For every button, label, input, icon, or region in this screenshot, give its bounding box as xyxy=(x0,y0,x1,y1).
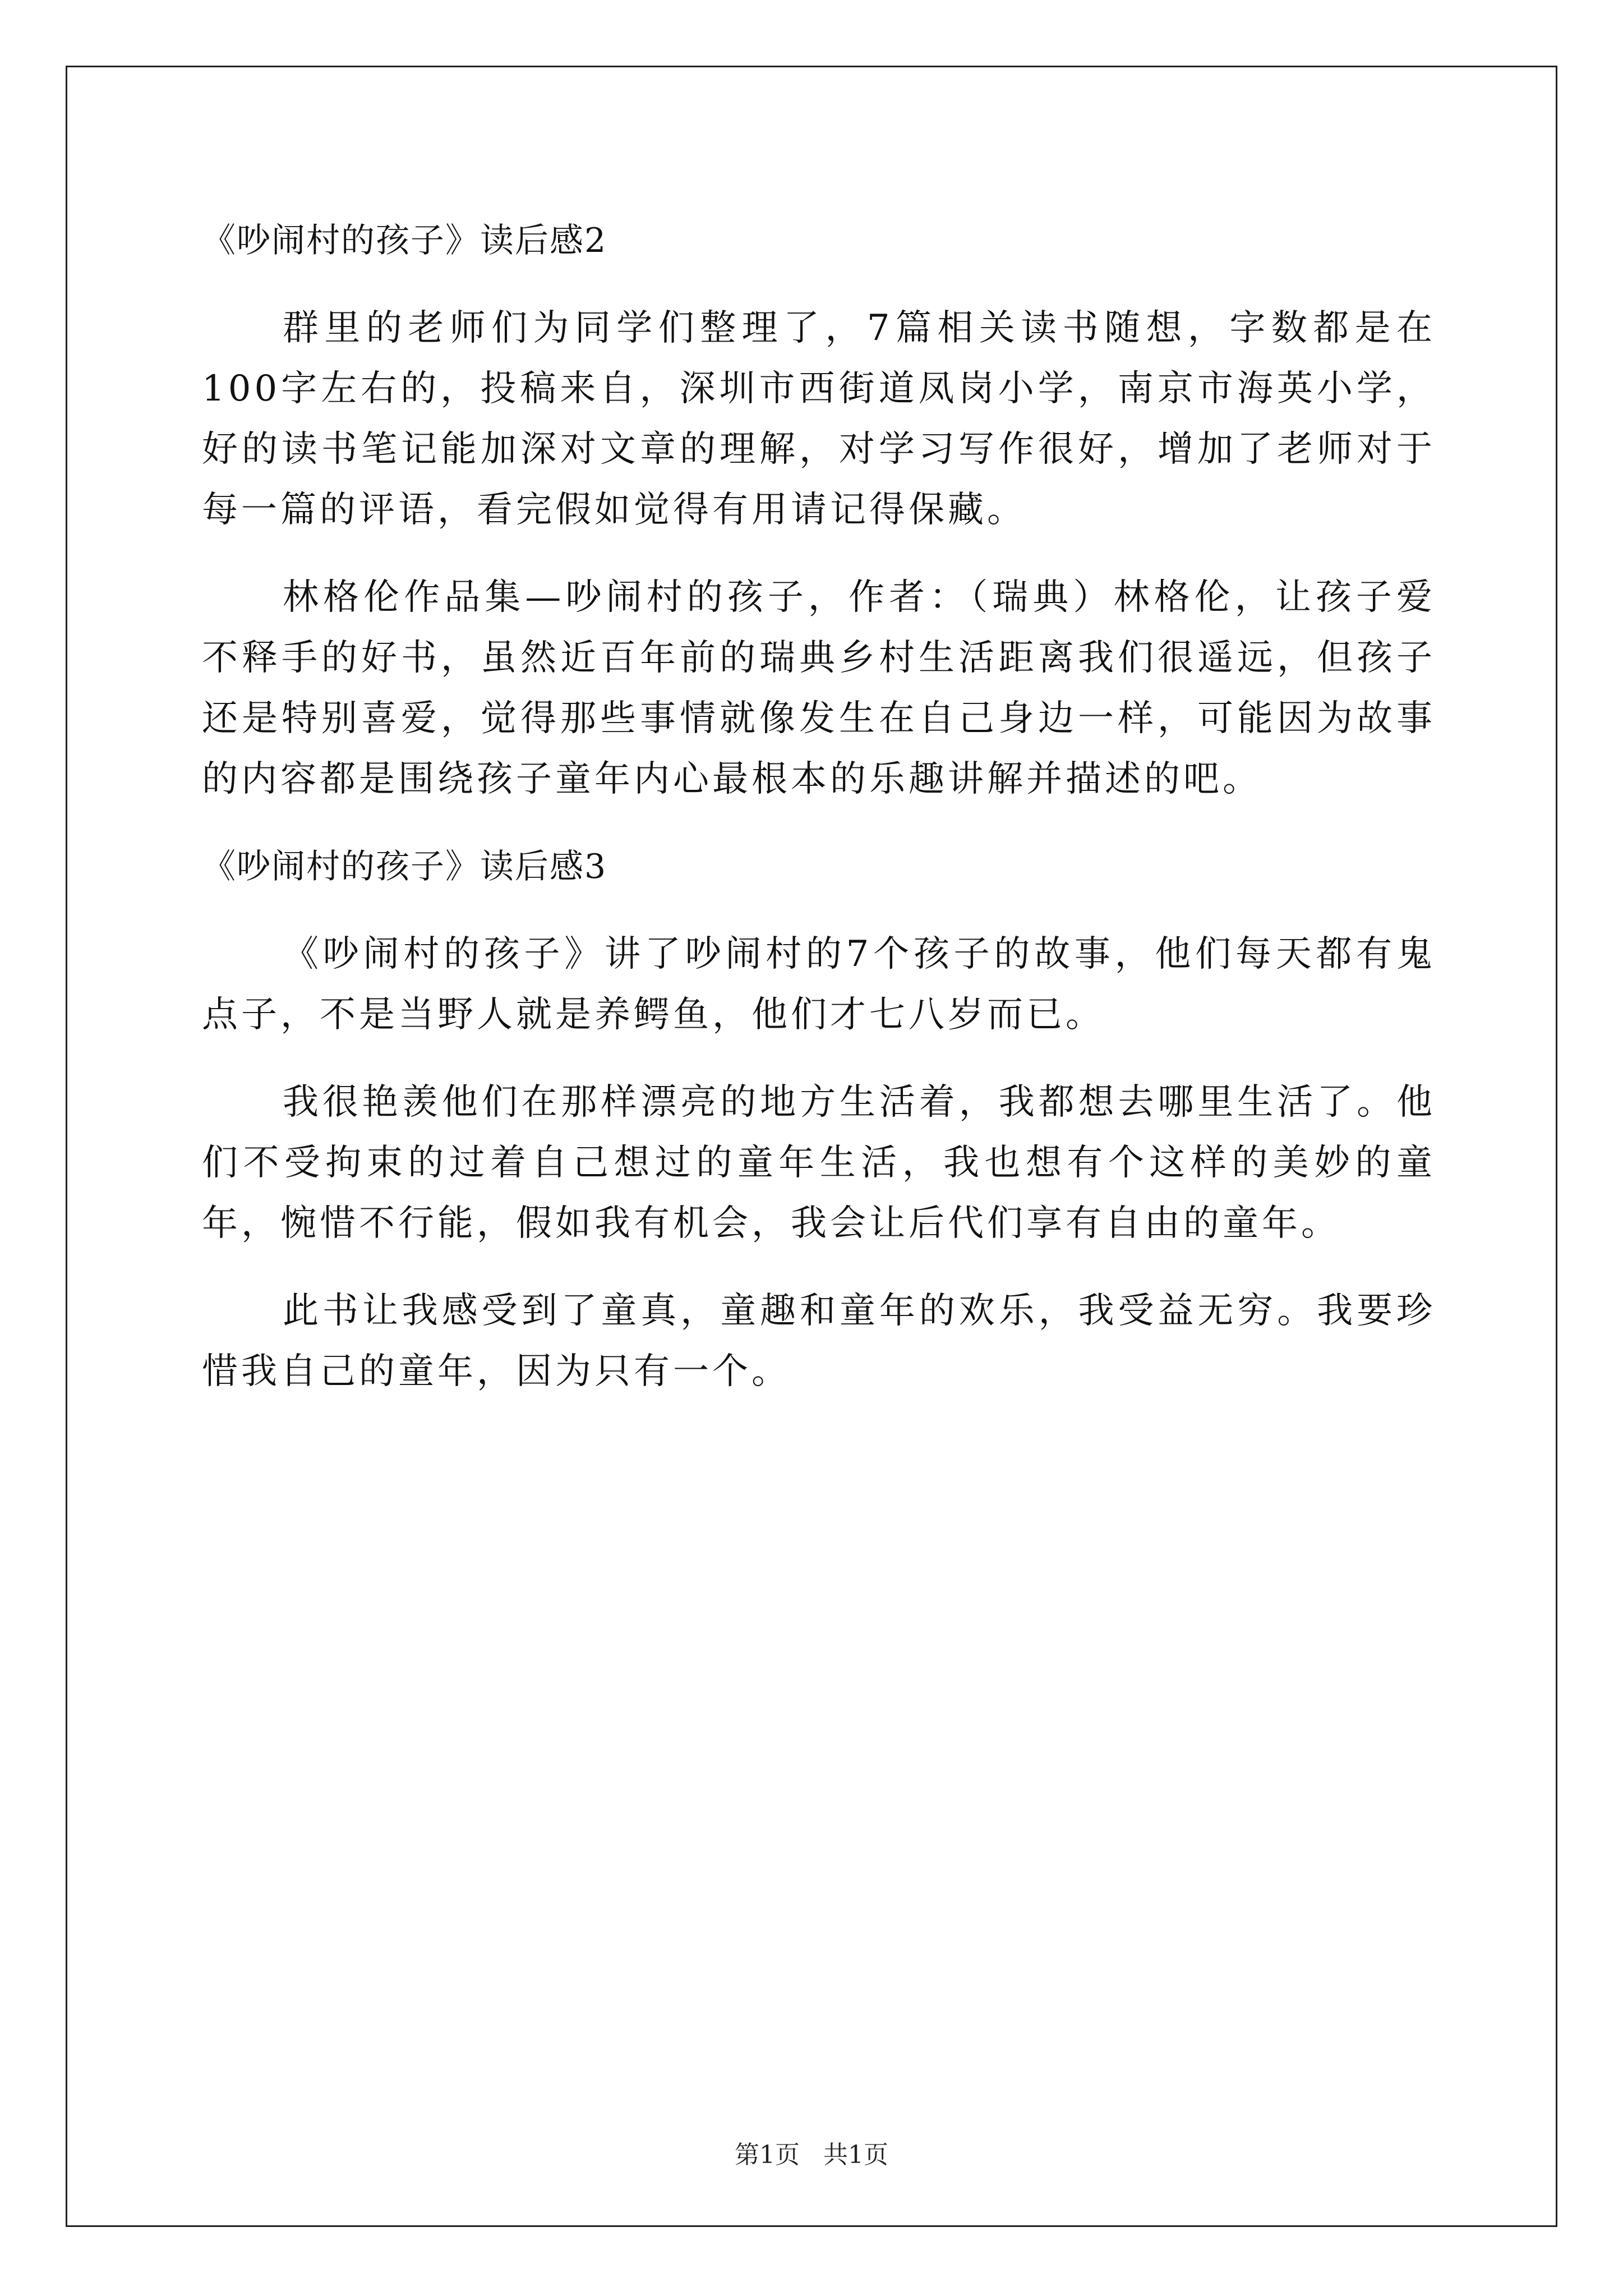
section-heading: 《吵闹村的孩子》读后感2 xyxy=(202,221,607,260)
paragraph: 此书让我感受到了童真，童趣和童年的欢乐，我受益无穷。我要珍惜我自己的童年，因为只有一个。 xyxy=(202,1290,1436,1392)
page-number-footer: 第1页 共1页 xyxy=(735,2141,888,2169)
paragraph: 《吵闹村的孩子》讲了吵闹村的7个孩子的故事，他们每天都有鬼点子，不是当野人就是养鳄鱼，他们才七八岁而已。 xyxy=(202,933,1436,1036)
paragraph: 我很艳羡他们在那样漂亮的地方生活着，我都想去哪里生活了。他们不受拘束的过着自己想过的童年生活，我也想有个这样的美妙的童年，惋惜不行能，假如我有机会，我会让后代们享有自由的童年。 xyxy=(202,1082,1436,1244)
document-body xyxy=(202,210,1436,1429)
paragraph: 林格伦作品集—吵闹村的孩子，作者：（瑞典）林格伦，让孩子爱不释手的好书，虽然近百年前的瑞典乡村生活距离我们很遥远，但孩子还是特别喜爱，觉得那些事情就像发生在自己身边一样，可能因为故事的内容都是围绕孩子童年内心最根本的乐趣讲解并描述的吧。 xyxy=(202,577,1436,800)
paragraph: 群里的老师们为同学们整理了，7篇相关读书随想，字数都是在100字左右的，投稿来自，深圳市西街道凤岗小学，南京市海英小学，好的读书笔记能加深对文章的理解，对学习写作很好，增加了老师对于每一篇的评语，看完假如觉得有用请记得保藏。 xyxy=(202,307,1436,531)
section-review-2 xyxy=(202,210,1436,809)
section-heading: 《吵闹村的孩子》读后感3 xyxy=(202,847,607,886)
section-review-3 xyxy=(202,836,1436,1402)
